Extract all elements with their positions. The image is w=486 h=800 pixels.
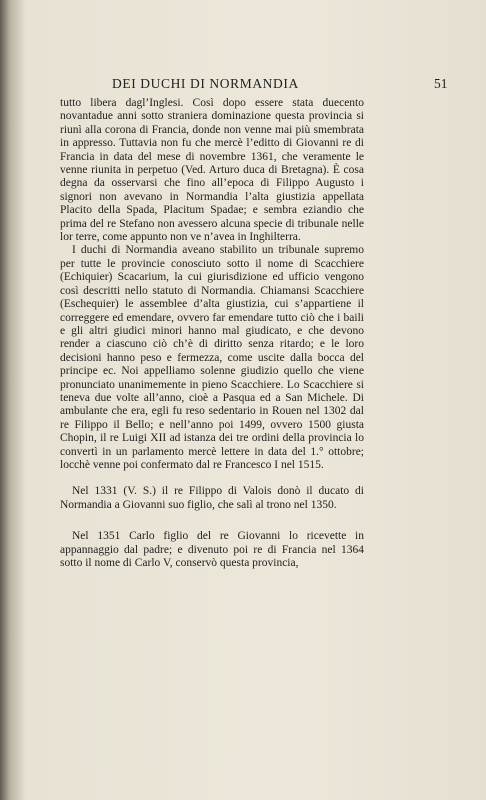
paragraph-1351: Nel 1351 Carlo figlio del re Giovanni lo ricevette in appannaggio dal padre; e divenuto poi re di Francia nel 1364 sotto il nome di Carlo V, conservò questa provincia,	[60, 530, 364, 569]
running-title: DEI DUCHI DI NORMANDIA	[112, 76, 299, 91]
paragraph-continuation: tutto libera dagl’Inglesi. Così dopo essere stata duecento novantadue anni sotto straniera dominazione questa provincia si riunì alla corona di Francia, donde non venne mai più smembrata in appresso. Tuttavia non fu che mercè l’editto di Giovanni re di Francia in data del mese di novembre 1361, che veramente le venne riunita in perpetuo (Ved. Arturo duca di Bretagna). È cosa degna da osservarsi che fino all’epoca di Filippo Augusto i signori non avevano in Normandia l’alta giustizia appellata Placito della Spada, Placitum Spadae; e sembra eziandio che prima del re Stefano non avessero alcuna specie di tribunale nelle lor terre, come appunto non ve n’avea in Inghilterra.	[60, 97, 364, 244]
paragraph-1331: Nel 1331 (V. S.) il re Filippo di Valois donò il ducato di Normandia a Giovanni suo figlio, che salì al trono nel 1350.	[60, 485, 364, 511]
page-number: 51	[434, 76, 448, 91]
page-body	[60, 97, 364, 570]
paragraph-scacchiere: I duchi di Normandia aveano stabilito un tribunale supremo per tutte le provincie conosciuto sotto il nome di Scacchiere (Echiquier) Scacarium, la cui giurisdizione ed ufficio vengono così descritti nello statuto di Normandia. Chiamansi Scacchiere (Eschequier) le assemblee d’alta giustizia, cui s’appartiene il correggere ed emendare, ovvero far emendare tutto ciò che i baili e gli altri giudici minori hanno mal giudicato, e che devono render a ciascuno ciò ch’è di diritto senza ritardo; e le loro decisioni hanno peso e fermezza, come uscite dalla bocca del principe ec. Noi appelliamo solenne giudizio quello che viene pronunciato unanimemente in pieno Scacchiere. Lo Scacchiere si teneva due volte all’anno, cioè a Pasqua ed a San Michele. Di ambulante che era, egli fu reso sedentario in Rouen nel 1302 dal re Filippo il Bello; e nell’anno poi 1499, ovvero 1500 giusta Chopin, il re Luigi XII ad istanza dei tre ordini della provincia lo convertì in un parlamento mercè lettere in data del 1.° ottobre; locchè venne poi confermato dal re Francesco I nel 1515.	[60, 244, 364, 471]
